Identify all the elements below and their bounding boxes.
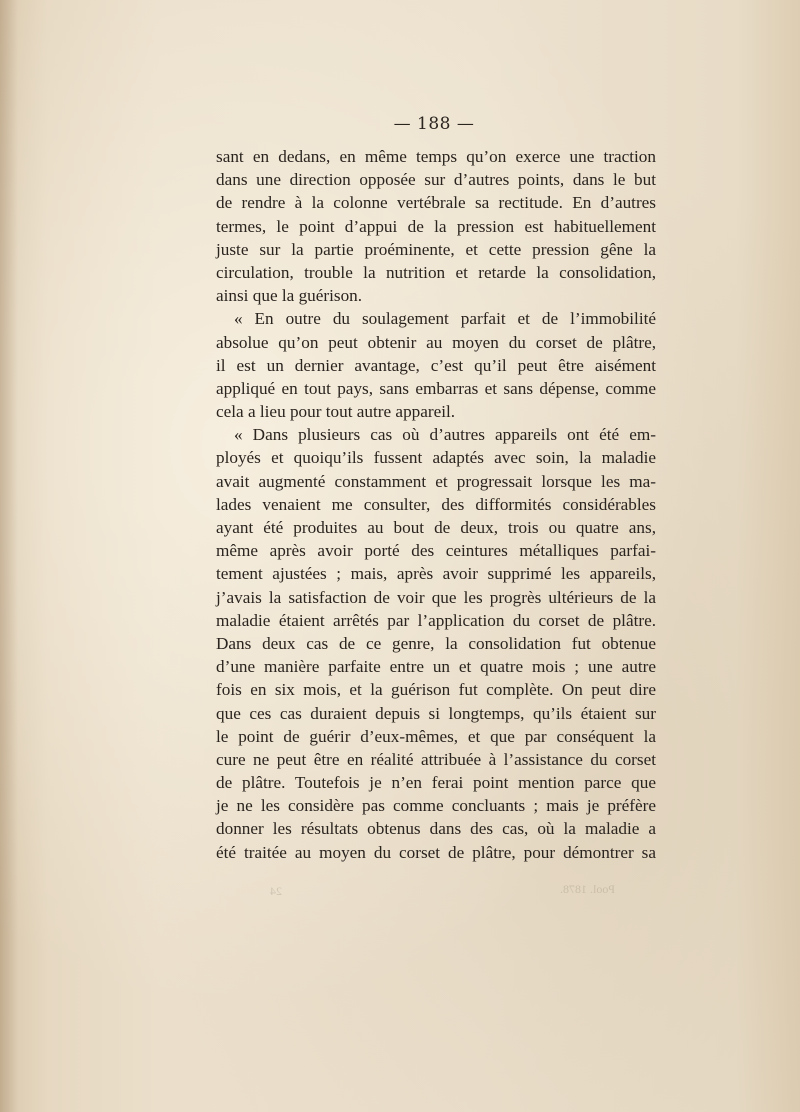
text-line: « Dans plusieurs cas où d’autres appareils ont été em- bbox=[234, 425, 656, 445]
text-line: avait augmenté constamment et progressait lorsque les ma- bbox=[216, 471, 656, 491]
text-line: il est un dernier avantage, c’est qu’il peut être aisément bbox=[216, 355, 656, 375]
text-line: j’avais la satisfaction de voir que les progrès ultérieurs de la bbox=[216, 587, 656, 607]
text-line: juste sur la partie proéminente, et cette pression gêne la bbox=[216, 239, 656, 259]
text-line: d’une manière parfaite entre un et quatre mois ; une autre bbox=[216, 657, 656, 677]
text-line: cure ne peut être en réalité attribuée à l’assistance du corset bbox=[216, 749, 656, 769]
text-line: lades venaient me consulter, des difformités considérables bbox=[216, 494, 656, 514]
text-line: appliqué en tout pays, sans embarras et sans dépense, comme bbox=[216, 378, 656, 398]
body-text bbox=[216, 145, 656, 864]
text-line: ployés et quoiqu’ils fussent adaptés avec soin, la maladie bbox=[216, 448, 656, 468]
text-line: je ne les considère pas comme concluants ; mais je préfère bbox=[216, 796, 656, 816]
text-line: ayant été produites au bout de deux, trois ou quatre ans, bbox=[216, 518, 656, 537]
bleed-through-signature: Pool. 1878. bbox=[560, 882, 616, 896]
page-number: — 188 — bbox=[393, 114, 475, 134]
text-line: sant en dedans, en même temps qu’on exerce une traction bbox=[216, 147, 656, 166]
text-line: le point de guérir d’eux-mêmes, et que par conséquent la bbox=[216, 726, 656, 746]
text-line: circulation, trouble la nutrition et retarde la consolidation, bbox=[216, 262, 656, 282]
bleed-through-mark: 24 bbox=[270, 884, 282, 898]
text-line: fois en six mois, et la guérison fut complète. On peut dire bbox=[216, 680, 656, 700]
text-line: maladie étaient arrêtés par l’application du corset de plâtre. bbox=[216, 610, 656, 630]
text-line: tement ajustées ; mais, après avoir supprimé les appareils, bbox=[216, 564, 656, 584]
text-line: de rendre à la colonne vertébrale sa rectitude. En d’autres bbox=[216, 193, 656, 213]
text-line: Dans deux cas de ce genre, la consolidation fut obtenue bbox=[216, 633, 656, 653]
text-line: que ces cas duraient depuis si longtemps, qu’ils étaient sur bbox=[216, 703, 656, 723]
text-line: dans une direction opposée sur d’autres points, dans le but bbox=[216, 170, 656, 190]
text-line: termes, le point d’appui de la pression est habituellement bbox=[216, 216, 656, 236]
text-line: absolue qu’on peut obtenir au moyen du corset de plâtre, bbox=[216, 332, 656, 352]
text-line: de plâtre. Toutefois je n’en ferai point mention parce que bbox=[216, 773, 656, 793]
text-line: « En outre du soulagement parfait et de l’immobilité bbox=[234, 309, 656, 329]
text-line: même après avoir porté des ceintures métalliques parfai- bbox=[216, 541, 656, 561]
text-line: été traitée au moyen du corset de plâtre, pour démontrer sa bbox=[216, 842, 656, 862]
text-line: cela a lieu pour tout autre appareil. bbox=[216, 402, 456, 422]
text-line: donner les résultats obtenus dans des cas, où la maladie a bbox=[216, 819, 656, 839]
text-line: ainsi que la guérison. bbox=[216, 286, 363, 306]
